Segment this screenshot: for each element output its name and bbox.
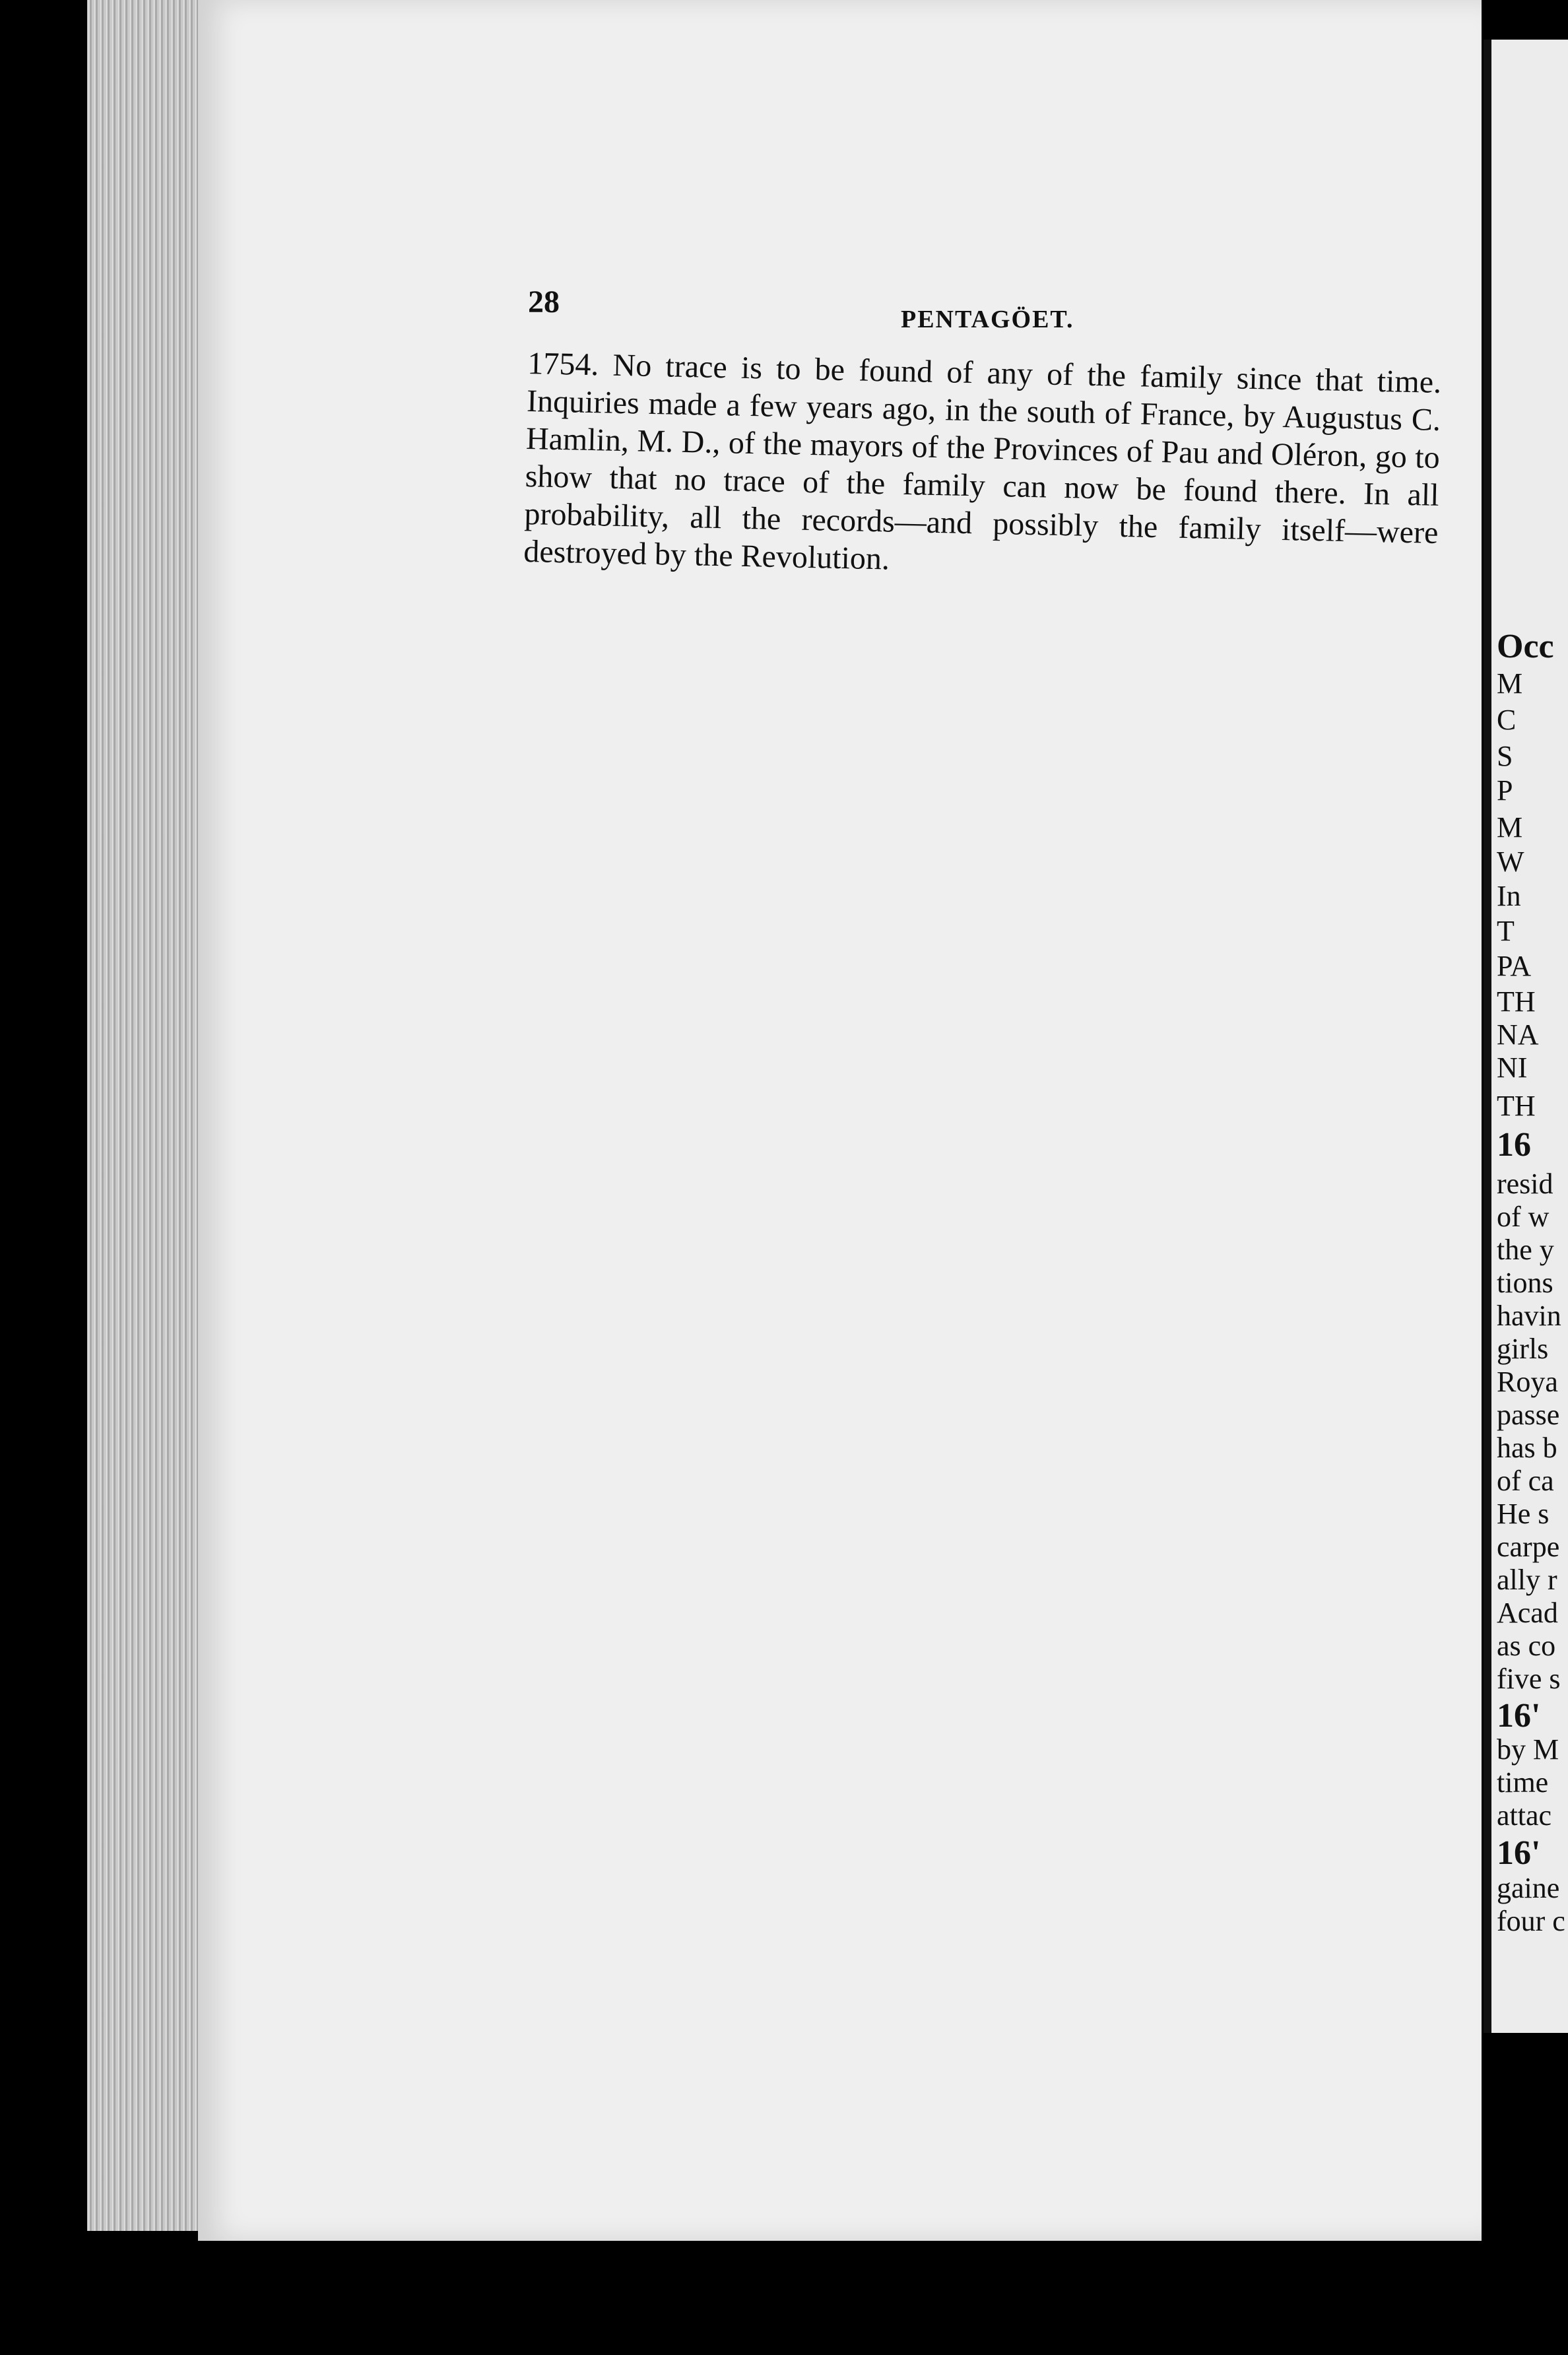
facing-page-fragment: 16' [1497, 1697, 1541, 1735]
facing-page-fragment: by M [1497, 1733, 1559, 1766]
facing-page-fragment: havin [1497, 1300, 1561, 1332]
facing-page-fragment: S [1497, 740, 1513, 772]
facing-page-fragment: five s [1497, 1663, 1561, 1695]
paragraph: 1754. No trace is to be found of any of the family since that time. Inquiries made a few years ago, in the south of France, by Augustus C. Hamlin, M. D., of the mayors of the Provinces of Pau and Oléron, go to show that no trace of the family can now be found there. In all probability, all the records—and possibly the family itself—were destroyed by the Revolution. [523, 345, 1442, 577]
facing-page-fragment: TH [1497, 1090, 1536, 1122]
facing-page-fragment: time [1497, 1766, 1549, 1799]
facing-page-fragment: resid [1497, 1168, 1553, 1200]
facing-page-fragment: girls [1497, 1333, 1549, 1365]
facing-page-fragment: of ca [1497, 1465, 1554, 1497]
facing-page-fragment: C [1497, 704, 1517, 736]
facing-page-fragment: 16 [1497, 1126, 1531, 1164]
facing-page-fragment: M [1497, 667, 1523, 700]
facing-page-fragment: 16' [1497, 1834, 1541, 1872]
facing-page-fragment: attac [1497, 1799, 1552, 1832]
facing-page-fragment: of w [1497, 1201, 1550, 1233]
facing-page-edge [1484, 40, 1568, 2033]
facing-page-fragment: carpe [1497, 1531, 1560, 1563]
facing-page-fragment: In [1497, 880, 1521, 912]
facing-page-fragment: NI [1497, 1051, 1528, 1084]
facing-page-fragments [1491, 40, 1568, 2033]
page-number: 28 [528, 284, 560, 319]
facing-page-fragment: He s [1497, 1498, 1550, 1530]
facing-page-fragment: P [1497, 774, 1513, 807]
facing-page-fragment: T [1497, 915, 1515, 947]
facing-page-fragment: ally r [1497, 1564, 1557, 1596]
body-text [523, 345, 1442, 589]
facing-page-fragment: W [1497, 846, 1524, 878]
facing-page-fragment: Roya [1497, 1366, 1558, 1398]
facing-page-fragment: passe [1497, 1399, 1560, 1431]
facing-page-fragment: PA [1497, 950, 1532, 982]
facing-page-fragment: TH [1497, 985, 1536, 1018]
facing-page-fragment: NA [1497, 1018, 1539, 1051]
facing-page-fragment: Acad [1497, 1597, 1558, 1629]
facing-page-fragment: the y [1497, 1234, 1554, 1266]
facing-page-fragment: as co [1497, 1630, 1556, 1662]
facing-page-fragment: four c [1497, 1905, 1565, 1937]
running-head: PENTAGÖET. [901, 306, 1074, 333]
facing-page-fragment: has b [1497, 1432, 1557, 1464]
facing-page-fragment: Occ [1497, 628, 1554, 665]
facing-page-fragment: gaine [1497, 1872, 1560, 1904]
facing-page-fragment: tions [1497, 1267, 1553, 1299]
facing-page-fragment: M [1497, 811, 1523, 844]
book-page [198, 0, 1482, 2241]
